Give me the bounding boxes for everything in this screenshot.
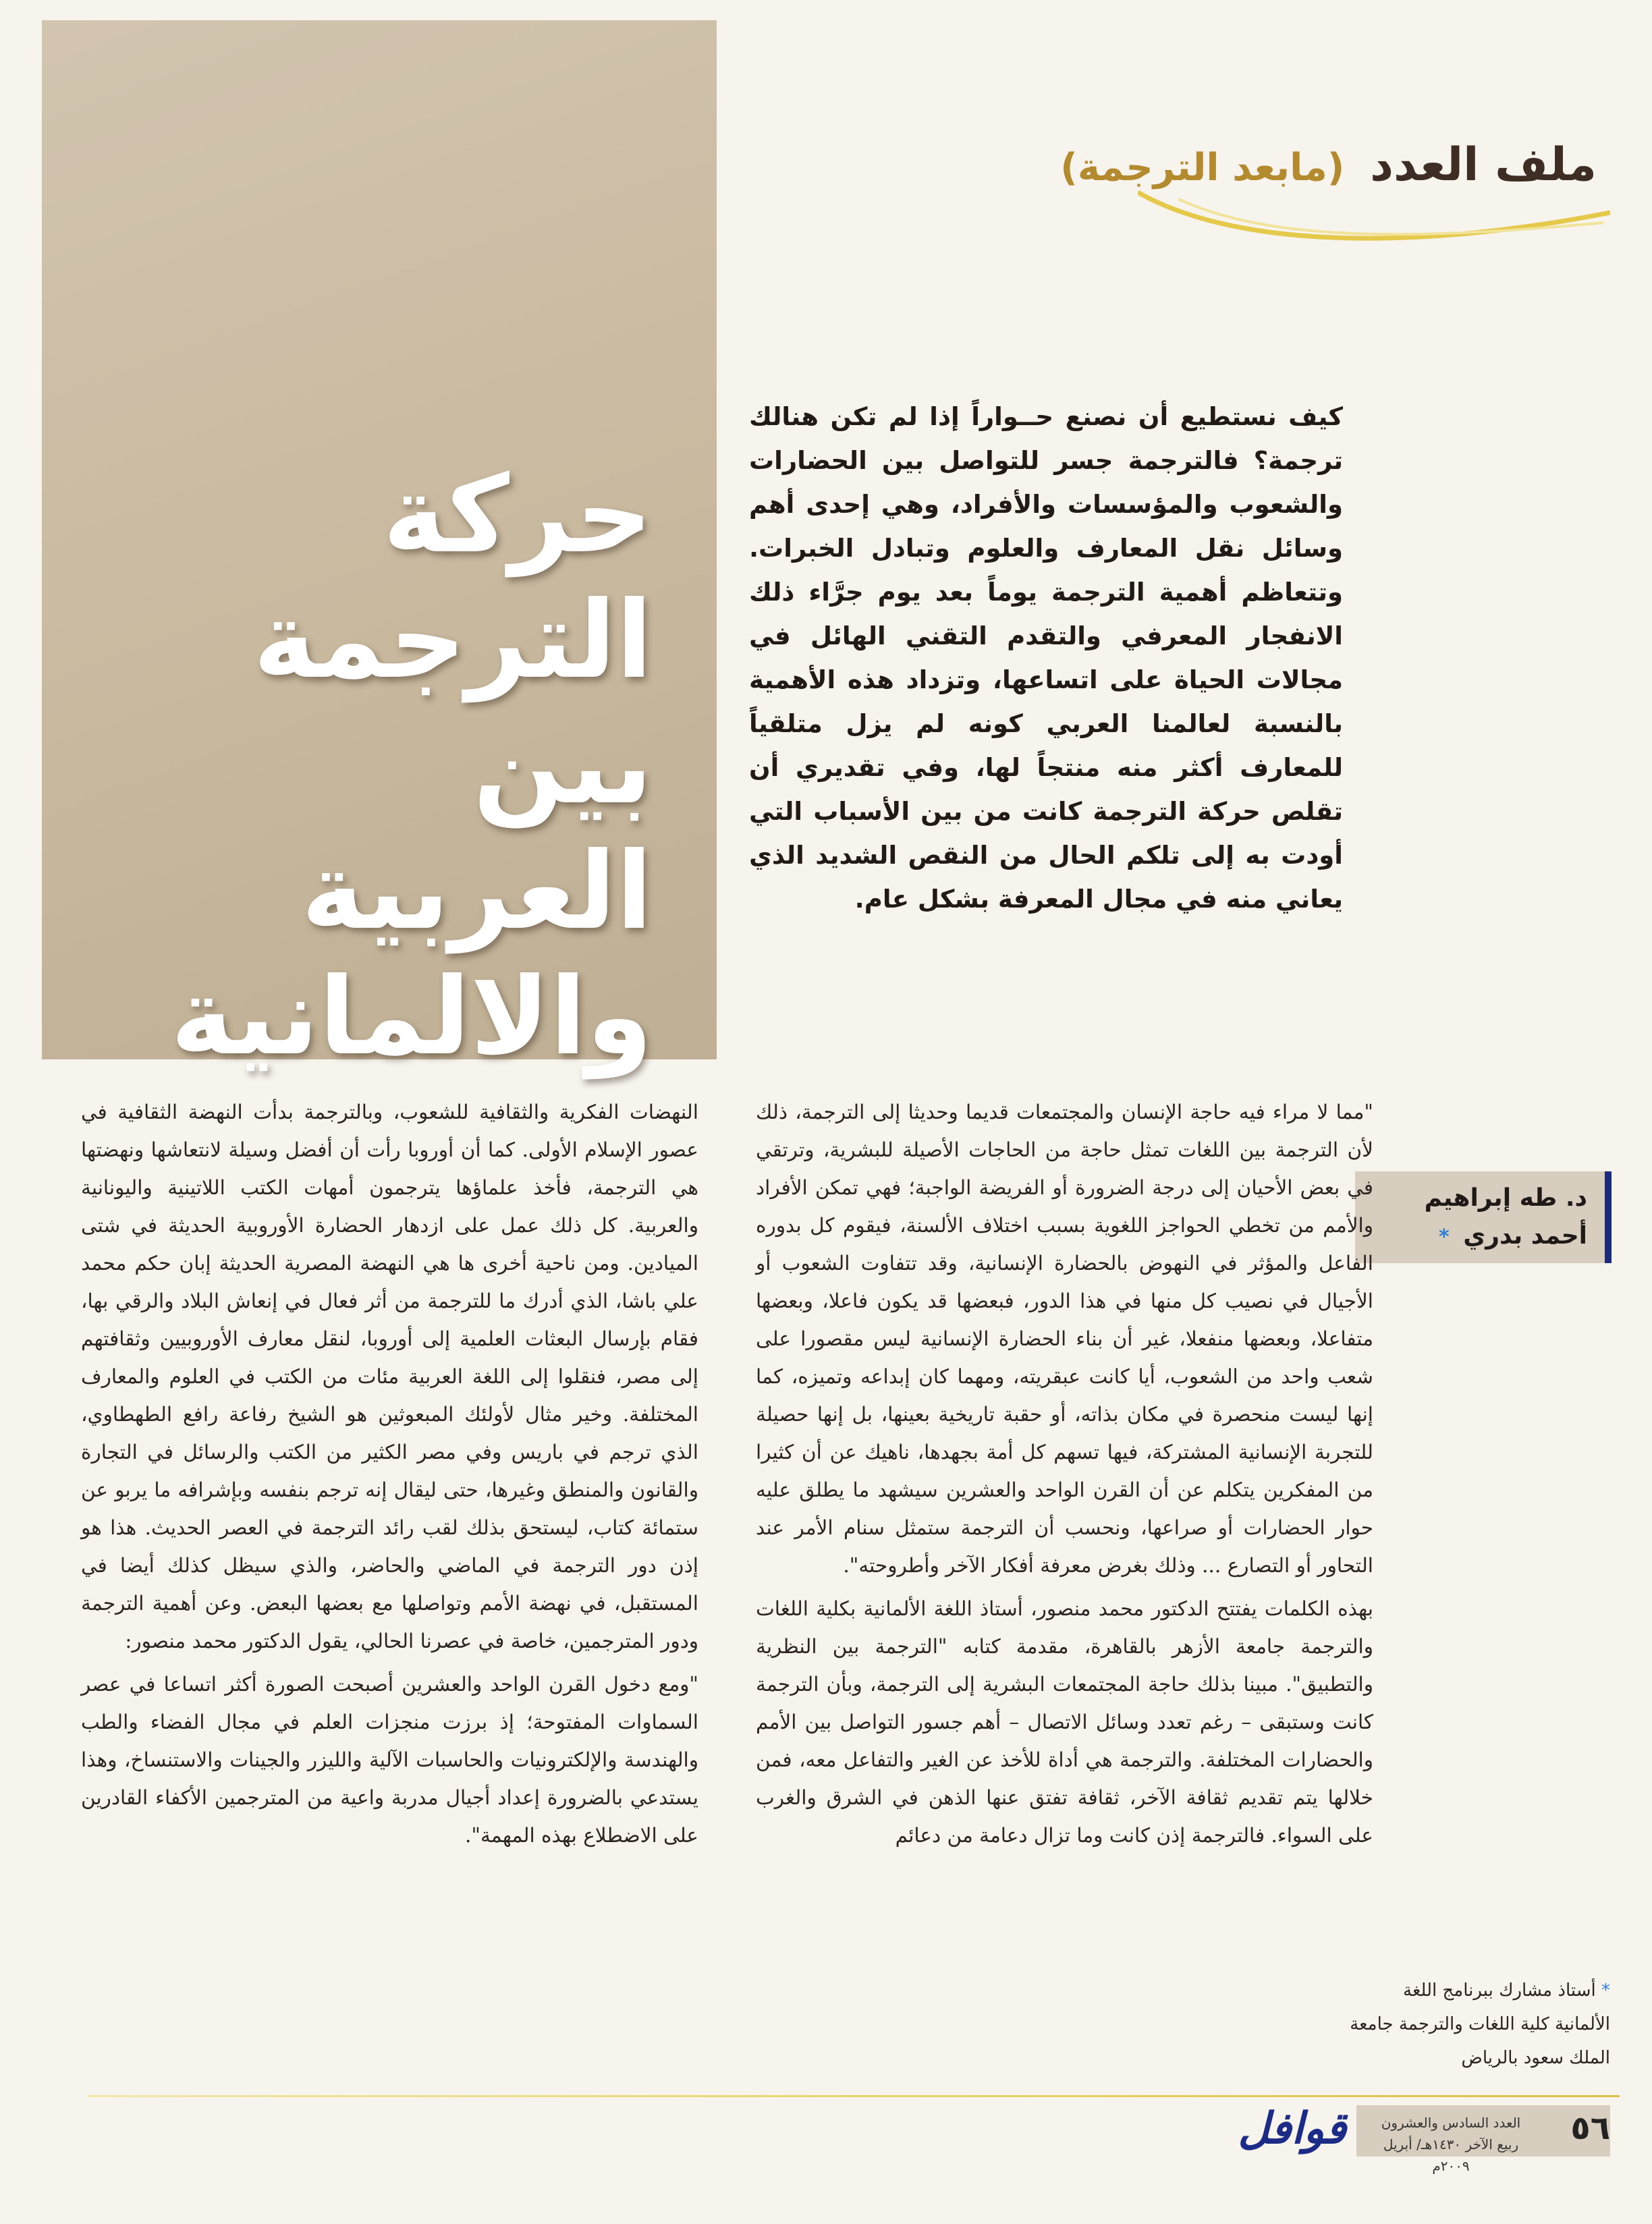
page-footer: [1194, 2104, 1613, 2174]
feature-title-line: بين العربية: [301, 704, 653, 953]
issue-number: العدد السادس والعشرون: [1381, 2115, 1521, 2131]
body-paragraph: "مما لا مراء فيه حاجة الإنسان والمجتمعات قديما وحديثا إلى الترجمة، ذلك لأن الترجمة بين اللغات تمثل حاجة من الحاجات الأصيلة للبشرية، وترتقي في بعض الأحيان إلى درجة الضرورة أو الفريضة الواجبة؛ فهي تمكن الأفراد والأمم من تخطي الحواجز اللغوية بسبب اختلاف الألسنة، فيقوم كل بدوره الفاعل والمؤثر في النهوض بالحضارة الإنسانية، وقد تتفاوت الشعوب أو الأجيال في نصيب كل منها في هذا الدور، فبعضها قد يكون فاعلا، وبعضها متفاعلا، وبعضها منفعلا، غير أن بناء الحضارة الإنسانية ليس مقصورا على شعب واحد من الشعوب، أيا كانت عبقريته، ومهما كان إبداعه وتميزه، كما إنها ليست منحصرة في مكان بذاته، أو حقبة تاريخية بعينها، بل إنها حصيلة للتجربة الإنسانية المشتركة، فيها تسهم كل أمة بجهدها، ناهيك عن أن كثيرا من المفكرين يتكلم عن أن القرن الواحد والعشرين سيشهد ما يطلق عليه حوار الحضارات أو صراعها، ونحسب أن الترجمة ستمثل سنام الأمر عند التحاور أو التصارع ... وذلك بغرض معرفة أفكار الآخر وأطروحته".: [756, 1101, 1373, 1577]
issue-info: [1363, 2112, 1539, 2177]
author-name-line2: [1362, 1217, 1587, 1256]
section-header: [719, 138, 1597, 233]
body-column-left: [81, 1093, 698, 1860]
author-footnote: [1350, 1974, 1610, 2075]
section-title: [719, 138, 1597, 192]
issue-date: ربيع الآخر ١٤٣٠هـ/ أبريل ٢٠٠٩م: [1383, 2136, 1519, 2174]
footnote-marker: *: [1601, 1980, 1610, 2001]
section-subtitle: (مابعد الترجمة): [1060, 146, 1345, 190]
body-paragraph: "ومع دخول القرن الواحد والعشرين أصبحت الصورة أكثر اتساعا في عصر السماوات المفتوحة؛ إذ برزت منجزات العلم في مجال الفضاء والطب والهندسة والإلكترونيات والحاسبات الآلية والليزر والجينات والاستنساخ، وهذا يستدعي بالضرورة إعداد أجيال مدربة واعية من المترجمين الأكفاء القادرين على الاضطلاع بهذه المهمة".: [81, 1673, 698, 1847]
header-swoosh-decoration: [1138, 186, 1610, 246]
body-column-right: [756, 1093, 1373, 1860]
footnote-text: أستاذ مشارك ببرنامج اللغة الألمانية كلية اللغات والترجمة جامعة الملك سعود بالرياض: [1350, 1980, 1610, 2068]
author-name: أحمد بدري: [1463, 1222, 1587, 1250]
page-number: ٥٦: [1570, 2109, 1610, 2147]
feature-title-line: والالمانية: [170, 955, 653, 1079]
body-paragraph: بهذه الكلمات يفتتح الدكتور محمد منصور، أستاذ اللغة الألمانية بكلية اللغات والترجمة جامعة الأزهر بالقاهرة، مقدمة كتابه "الترجمة بين النظرية والتطبيق". مبينا بذلك حاجة المجتمعات البشرية إلى الترجمة، وبأن الترجمة كانت وستبقى – رغم تعدد وسائل الاتصال – أهم جسور التواصل بين الأمم والحضارات المختلفة. والترجمة هي أداة للأخذ عن الغير والتفاعل معه، فمن خلالها يتم تقديم ثقافة الآخر، ثقافة تفتق عنها الذهن في الشرق والغرب على السواء. فالترجمة إذن كانت وما تزال دعامة من دعائم: [756, 1597, 1373, 1847]
magazine-logo: قوافل: [1238, 2104, 1346, 2154]
intro-paragraph: كيف نستطيع أن نصنع حــواراً إذا لم تكن هنالك ترجمة؟ فالترجمة جسر للتواصل بين الحضارات والشعوب والمؤسسات والأفراد، وهي إحدى أهم وسائل نقل المعارف والعلوم وتبادل الخبرات. وتتعاظم أهمية الترجمة يوماً بعد يوم جرَّاء ذلك الانفجار المعرفي والتقدم التقني الهائل في مجالات الحياة على اتساعها، وتزداد هذه الأهمية بالنسبة لعالمنا العربي كونه لم يزل متلقياً للمعارف أكثر منه منتجاً لها، وفي تقديري أن تقلص حركة الترجمة كانت من بين الأسباب التي أودت به إلى تلكم الحال من النقص الشديد الذي يعاني منه في مجال المعرفة بشكل عام.: [749, 402, 1343, 914]
footer-divider: [88, 2095, 1620, 2097]
feature-title-line: الترجمة: [253, 578, 653, 702]
feature-title-line: حركة: [383, 453, 653, 577]
body-paragraph: النهضات الفكرية والثقافية للشعوب، وبالترجمة بدأت النهضة الثقافية في عصور الإسلام الأولى. كما أن أوروبا رأت أن أفضل وسيلة لانتعاشها ونهضتها هي الترجمة، فأخذ علماؤها يترجمون أمهات الكتب اللاتينية واليونانية والعربية. كل ذلك عمل على ازدهار الحضارة الأوروبية الحديثة في شتى الميادين. ومن ناحية أخرى ها هي النهضة المصرية الحديثة إبان حكم محمد علي باشا، الذي أدرك ما للترجمة من أثر فعال في إنعاش البلاد والرقي بها، فقام بإرسال البعثات العلمية إلى أوروبا، لنقل معارف الأوروبيين وثقافتهم إلى مصر، فنقلوا إلى اللغة العربية مئات من الكتب في العلوم والمعارف المختلفة. وخير مثال لأولئك المبعوثين هو الشيخ رفاعة رافع الطهطاوي، الذي ترجم في باريس وفي مصر الكثير من الكتب والرسائل في التجارة والقانون والمنطق وغيرها، حتى ليقال إنه ترجم بنفسه وبإشرافه ما يربو عن ستمائة كتاب، ليستحق بذلك لقب رائد الترجمة في العصر الحديث. هذا هو إذن دور الترجمة في الماضي والحاضر، والذي سيظل كذلك أيضا في المستقبل، في نهضة الأمم وتواصلها مع بعضها البعض. وعن أهمية الترجمة ودور المترجمين، خاصة في عصرنا الحالي، يقول الدكتور محمد منصور:: [81, 1101, 698, 1652]
section-title-main: ملف العدد: [1370, 138, 1597, 192]
author-box: [1355, 1171, 1612, 1263]
author-name-line1: د. طه إبراهيم: [1424, 1184, 1587, 1212]
feature-panel: [42, 20, 717, 1079]
feature-title: [99, 452, 653, 1080]
author-footnote-marker: *: [1438, 1225, 1450, 1249]
